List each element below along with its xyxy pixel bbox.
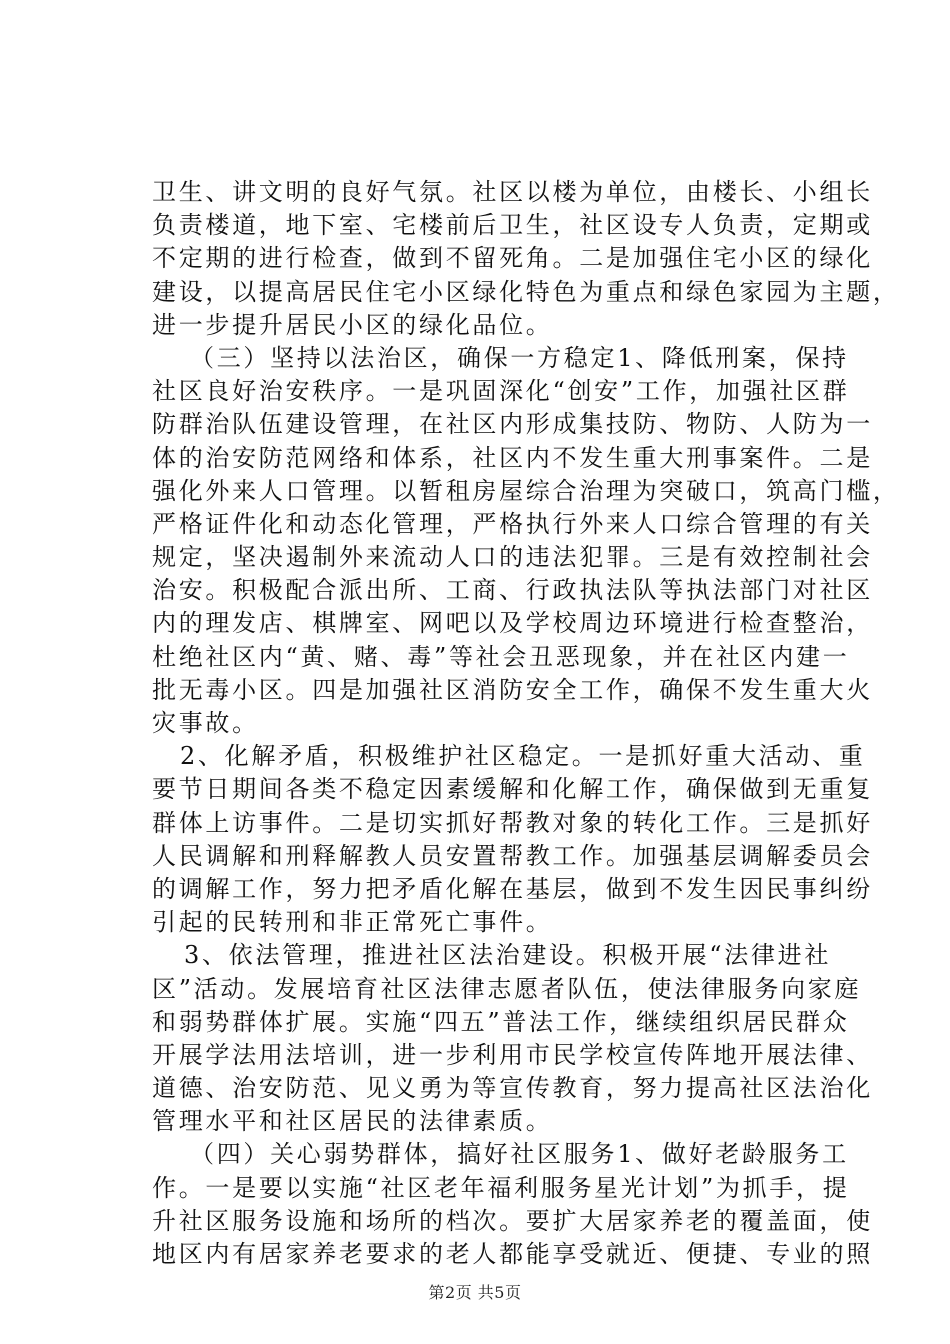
paragraph-start-line: 2、化解矛盾，积极维护社区稳定。一是抓好重大活动、重 [180,742,866,771]
text-line: 灾事故。 [152,709,259,737]
text-line: 管理水平和社区居民的法律素质。 [152,1107,553,1136]
text-line: 区”活动。发展培育社区法律志愿者队伍，使法律服务向家庭 [152,974,862,1003]
text-line: 地区内有居家养老要求的老人都能享受就近、便捷、专业的照 [152,1240,873,1268]
text-line: 升社区服务设施和场所的档次。要扩大居家养老的覆盖面，使 [152,1206,873,1235]
text-line: 负责楼道，地下室、宅楼前后卫生，社区设专人负责，定期或 [152,211,873,240]
text-line: 严格证件化和动态化管理，严格执行外来人口综合管理的有关 [152,509,873,538]
text-line: 社区良好治安秩序。一是巩固深化“创安”工作，加强社区群 [152,377,850,406]
text-line: 卫生、讲文明的良好气氛。社区以楼为单位，由楼长、小组长 [152,178,873,206]
text-line: 批无毒小区。四是加强社区消防安全工作，确保不发生重大火 [152,675,873,704]
text-line: 要节日期间各类不稳定因素缓解和化解工作，确保做到无重复 [152,775,873,804]
text-line: 进一步提升居民小区的绿化品位。 [152,310,553,339]
text-line: 治安。积极配合派出所、工商、行政执法队等执法部门对社区 [152,576,873,605]
text-line: 人民调解和刑释解教人员安置帮教工作。加强基层调解委员会 [152,841,873,870]
text-line: 和弱势群体扩展。实施“四五”普法工作，继续组织居民群众 [152,1007,850,1036]
text-line: 的调解工作，努力把矛盾化解在基层，做到不发生因民事纠纷 [152,874,873,903]
text-line: 开展学法用法培训，进一步利用市民学校宣传阵地开展法律、 [152,1040,873,1069]
section-heading-line: （三）坚持以法治区，确保一方稳定1、降低刑案，保持 [190,343,849,372]
paragraph-start-line: 3、依法管理，推进社区法治建设。积极开展“法律进社 [184,941,832,970]
text-line: 群体上访事件。二是切实抓好帮教对象的转化工作。三是抓好 [152,808,873,837]
text-line: 内的理发店、棋牌室、网吧以及学校周边环境进行检查整治， [152,609,873,638]
text-line: 规定，坚决遏制外来流动人口的违法犯罪。三是有效控制社会 [152,543,873,572]
page-number: 第2页 共5页 [428,1283,522,1302]
text-line: 杜绝社区内“黄、赌、毒”等社会丑恶现象，并在社区内建一 [152,642,850,671]
text-line: 体的治安防范网络和体系，社区内不发生重大刑事案件。二是 [152,443,873,472]
text-line: 强化外来人口管理。以暂租房屋综合治理为突破口，筑高门槛， [152,476,900,505]
text-line: 建设，以提高居民住宅小区绿化特色为重点和绿色家园为主题， [152,277,900,306]
section-heading-line: （四）关心弱势群体，搞好社区服务1、做好老龄服务工 [190,1140,849,1169]
text-line: 作。一是要以实施“社区老年福利服务星光计划”为抓手，提 [152,1173,850,1202]
text-line: 不定期的进行检查，做到不留死角。二是加强住宅小区的绿化 [152,244,873,273]
text-line: 防群治队伍建设管理，在社区内形成集技防、物防、人防为一 [152,410,873,439]
text-line: 道德、治安防范、见义勇为等宣传教育，努力提高社区法治化 [152,1074,873,1103]
document-body [152,176,900,1271]
text-line: 引起的民转刑和非正常死亡事件。 [152,908,553,937]
